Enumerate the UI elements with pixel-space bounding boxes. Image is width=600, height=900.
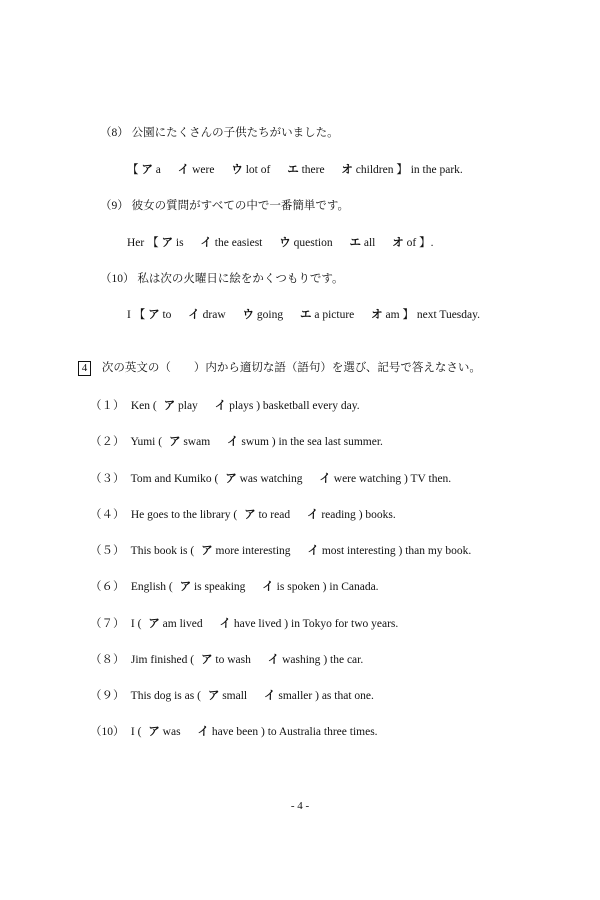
section-4-header xyxy=(78,359,481,376)
option-key: ア xyxy=(179,581,192,593)
option-text: to wash xyxy=(215,654,251,666)
option-text: is speaking xyxy=(193,581,246,593)
sentence-after: ) than my book. xyxy=(398,545,472,557)
question-number: （８） xyxy=(90,654,125,666)
page-number: - 4 - xyxy=(290,800,310,812)
question-number: （５） xyxy=(90,545,125,557)
reorder-answer-9 xyxy=(127,234,433,250)
open-bracket: 【 xyxy=(127,164,139,176)
list-item xyxy=(90,397,360,413)
answer-suffix: . xyxy=(430,237,434,249)
section-instruction: 次の英文の（ ）内から適切な語（語句）を選び、記号で答えなさい。 xyxy=(101,362,481,374)
sentence-after: ) in the sea last summer. xyxy=(271,436,383,448)
option-key: ア xyxy=(244,509,256,521)
option-text: swum xyxy=(241,436,269,448)
option-text: washing xyxy=(282,654,321,666)
sentence-before: He goes to the library ( xyxy=(130,509,238,521)
option-text: swam xyxy=(183,436,211,448)
sentence-before: I ( xyxy=(130,618,142,630)
option-text: to xyxy=(162,309,172,321)
option-key: オ xyxy=(392,237,404,249)
option-key: オ xyxy=(371,309,383,321)
question-japanese: 私は次の火曜日に絵をかくつもりです。 xyxy=(137,273,344,285)
option-key: エ xyxy=(287,164,299,176)
question-number: （２） xyxy=(90,436,125,448)
option-text: going xyxy=(256,309,284,321)
reorder-answer-10 xyxy=(127,306,480,322)
option-key: オ xyxy=(341,164,353,176)
option-key: ウ xyxy=(231,164,243,176)
option-key: イ xyxy=(262,581,274,593)
sentence-after: ) in Tokyo for two years. xyxy=(284,618,399,630)
option-key: ア xyxy=(148,618,160,630)
option-text: have been xyxy=(211,726,259,738)
answer-suffix: next Tuesday. xyxy=(416,309,481,321)
option-text: the easiest xyxy=(214,237,263,249)
option-text: there xyxy=(301,164,325,176)
option-key: イ xyxy=(219,618,231,630)
option-key: ア xyxy=(201,545,213,557)
option-text: am lived xyxy=(162,618,203,630)
option-text: small xyxy=(222,690,248,702)
option-key: イ xyxy=(306,509,319,521)
list-item xyxy=(90,723,378,739)
option-text: children xyxy=(355,164,394,176)
list-item xyxy=(90,687,374,703)
reorder-question-10 xyxy=(100,270,343,286)
option-text: of xyxy=(406,237,417,249)
sentence-after: ) the car. xyxy=(323,654,364,666)
answer-prefix: I xyxy=(127,309,131,321)
option-key: イ xyxy=(188,309,200,321)
option-text: all xyxy=(363,237,376,249)
option-text: were xyxy=(192,164,215,176)
list-item xyxy=(90,578,379,594)
question-number: （9） xyxy=(100,200,129,212)
option-text: question xyxy=(293,237,333,249)
question-number: （６） xyxy=(90,581,125,593)
option-text: was xyxy=(162,726,181,738)
option-key: イ xyxy=(307,545,319,557)
option-text: plays xyxy=(229,400,254,412)
option-key: イ xyxy=(214,400,227,412)
sentence-before: I ( xyxy=(130,726,142,738)
answer-suffix: in the park. xyxy=(410,164,463,176)
question-number: （10） xyxy=(100,273,135,285)
option-key: イ xyxy=(197,726,209,738)
option-key: ア xyxy=(161,237,173,249)
option-text: a xyxy=(155,164,161,176)
option-text: a picture xyxy=(314,309,355,321)
reorder-question-9 xyxy=(100,197,349,213)
question-number: （４） xyxy=(90,509,125,521)
option-key: イ xyxy=(264,690,276,702)
list-item xyxy=(90,615,398,631)
option-key: ア xyxy=(148,309,160,321)
close-bracket: 】 xyxy=(402,309,414,321)
sentence-before: Yumi ( xyxy=(130,436,163,448)
option-text: most interesting xyxy=(321,545,396,557)
option-key: ア xyxy=(141,164,153,176)
question-number: （３） xyxy=(90,473,125,485)
sentence-after: ) in Canada. xyxy=(322,581,379,593)
list-item xyxy=(90,470,451,486)
option-text: to read xyxy=(258,509,291,521)
question-number: （９） xyxy=(90,690,125,702)
sentence-before: Jim finished ( xyxy=(130,654,195,666)
question-number: （8） xyxy=(100,127,129,139)
option-text: is xyxy=(175,237,184,249)
close-bracket: 】 xyxy=(419,237,431,249)
sentence-before: This book is ( xyxy=(130,545,195,557)
option-text: lot of xyxy=(245,164,271,176)
question-number: （７） xyxy=(90,618,125,630)
sentence-before: This dog is as ( xyxy=(130,690,201,702)
option-key: イ xyxy=(267,654,280,666)
option-text: is spoken xyxy=(276,581,320,593)
open-bracket: 【 xyxy=(147,237,159,249)
option-key: ア xyxy=(201,654,213,666)
open-bracket: 【 xyxy=(133,309,146,321)
list-item xyxy=(90,651,363,667)
sentence-before: Ken ( xyxy=(130,400,157,412)
sentence-after: ) books. xyxy=(358,509,396,521)
option-key: ウ xyxy=(279,237,291,249)
option-key: イ xyxy=(200,237,212,249)
option-key: エ xyxy=(349,237,361,249)
close-bracket: 】 xyxy=(396,164,408,176)
question-japanese: 彼女の質問がすべての中で一番簡単です。 xyxy=(131,200,349,212)
reorder-answer-8 xyxy=(127,161,463,177)
option-text: play xyxy=(178,400,198,412)
option-text: reading xyxy=(321,509,356,521)
list-item xyxy=(90,433,383,449)
sentence-after: ) as that one. xyxy=(315,690,374,702)
sentence-before: Tom and Kumiko ( xyxy=(130,473,219,485)
option-key: イ xyxy=(177,164,190,176)
sentence-before: English ( xyxy=(130,581,173,593)
question-number: （10） xyxy=(90,726,125,738)
option-key: ア xyxy=(225,473,237,485)
option-text: have lived xyxy=(233,618,282,630)
option-text: was watching xyxy=(239,473,303,485)
reorder-question-8 xyxy=(100,124,339,140)
option-text: were watching xyxy=(333,473,402,485)
option-text: am xyxy=(385,309,400,321)
option-key: ア xyxy=(168,436,181,448)
option-text: more interesting xyxy=(215,545,291,557)
question-number: （１） xyxy=(90,400,125,412)
option-text: draw xyxy=(202,309,226,321)
question-japanese: 公園にたくさんの子供たちがいました。 xyxy=(131,127,339,139)
option-key: イ xyxy=(227,436,239,448)
option-key: エ xyxy=(300,309,312,321)
option-key: ア xyxy=(163,400,176,412)
section-number-box: 4 xyxy=(78,361,91,376)
option-key: ア xyxy=(207,690,220,702)
sentence-after: ) basketball every day. xyxy=(256,400,360,412)
option-key: ア xyxy=(148,726,160,738)
sentence-after: ) TV then. xyxy=(404,473,452,485)
option-text: smaller xyxy=(278,690,313,702)
list-item xyxy=(90,506,396,522)
answer-prefix: Her xyxy=(127,237,145,249)
option-key: イ xyxy=(319,473,331,485)
option-key: ウ xyxy=(242,309,255,321)
list-item xyxy=(90,542,471,558)
sentence-after: ) to Australia three times. xyxy=(260,726,378,738)
